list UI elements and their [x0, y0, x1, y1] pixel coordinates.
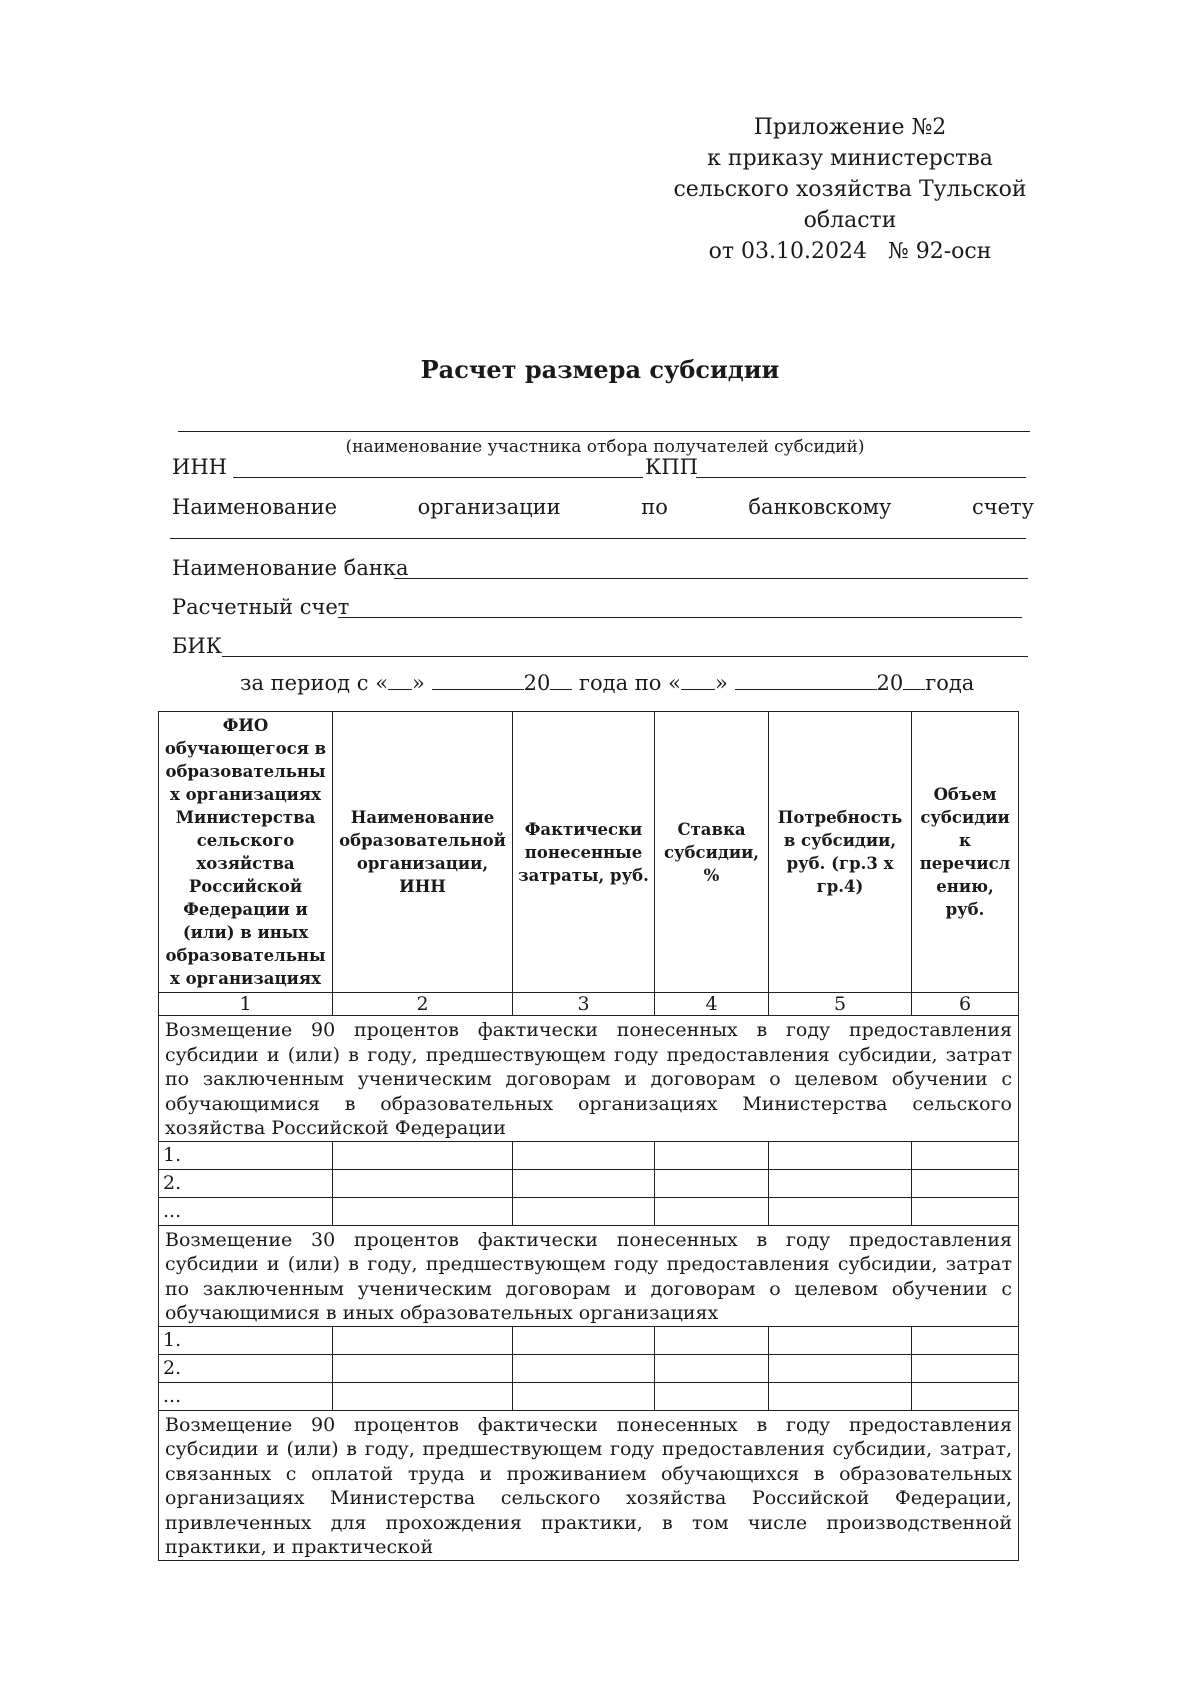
header-subsidy-rate: Ставка субсидии, %	[655, 712, 769, 993]
column-numbers-row	[159, 993, 1019, 1016]
bank-account-word-3: по	[641, 495, 668, 519]
bank-name-field[interactable]	[394, 578, 1028, 579]
column-number: 3	[513, 993, 655, 1016]
table-cell[interactable]	[912, 1169, 1019, 1197]
table-header-row	[159, 712, 1019, 993]
inn-label: ИНН	[172, 455, 227, 479]
bank-name-label: Наименование банка	[172, 556, 409, 580]
settlement-account-label: Расчетный счет	[172, 595, 350, 619]
table-cell[interactable]	[333, 1141, 513, 1169]
period-start-month-field[interactable]	[432, 671, 524, 690]
document-title: Расчет размера субсидии	[420, 355, 780, 384]
column-number: 4	[655, 993, 769, 1016]
bik-label: БИК	[172, 634, 222, 658]
period-line	[240, 671, 974, 695]
period-end-month-field[interactable]	[735, 671, 877, 690]
section-1-row	[159, 1016, 1019, 1142]
header-subsidy-need: Потребность в субсидии, руб. (гр.3 х гр.4)	[769, 712, 912, 993]
kpp-label: КПП	[645, 455, 698, 479]
subsidy-calculation-table	[158, 711, 1019, 1561]
table-cell[interactable]	[333, 1326, 513, 1354]
table-cell[interactable]	[912, 1326, 1019, 1354]
period-end-day-field[interactable]	[681, 671, 715, 690]
table-cell[interactable]	[655, 1354, 769, 1382]
period-start-year-field[interactable]	[550, 671, 572, 690]
bank-account-word-5: счету	[971, 495, 1034, 519]
header-subsidy-amount: Объем субсидии к перечисл ению, руб.	[912, 712, 1019, 993]
table-cell[interactable]	[333, 1382, 513, 1410]
table-cell[interactable]	[769, 1326, 912, 1354]
table-cell[interactable]	[655, 1169, 769, 1197]
header-educational-organization: Наименование образовательной организации, ИНН	[333, 712, 513, 993]
table-cell[interactable]	[513, 1141, 655, 1169]
appendix-line-3: сельского хозяйства Тульской	[673, 177, 1027, 202]
period-start-day-field[interactable]	[388, 671, 412, 690]
table-cell[interactable]	[655, 1197, 769, 1225]
row-number-cell[interactable]: 1.	[159, 1326, 333, 1354]
section-2-text: Возмещение 30 процентов фактически понесенных в году предоставления субсидии и (или) в году, предшествующем году предоставления субсидии, затрат по заключенным ученическим договорам и договорам о целевом обучении с обучающимися в иных образовательных организациях	[159, 1225, 1019, 1326]
table-cell[interactable]	[769, 1354, 912, 1382]
period-suffix: года	[925, 671, 975, 695]
table-row	[159, 1169, 1019, 1197]
table-row	[159, 1326, 1019, 1354]
table-cell[interactable]	[912, 1197, 1019, 1225]
appendix-line-1: Приложение №2	[753, 115, 947, 140]
table-cell[interactable]	[333, 1354, 513, 1382]
appendix-header	[600, 112, 1100, 267]
column-number: 6	[912, 993, 1019, 1016]
bank-account-name-field[interactable]	[170, 538, 1026, 539]
table-row	[159, 1141, 1019, 1169]
table-cell[interactable]	[912, 1354, 1019, 1382]
table-cell[interactable]	[513, 1326, 655, 1354]
table-cell[interactable]	[513, 1169, 655, 1197]
row-number-cell[interactable]: ...	[159, 1382, 333, 1410]
participant-name-field[interactable]	[178, 431, 1030, 432]
inn-field[interactable]	[233, 477, 643, 478]
table-row	[159, 1354, 1019, 1382]
section-2-row	[159, 1225, 1019, 1326]
period-prefix: за период с «	[240, 671, 389, 695]
table-row	[159, 1382, 1019, 1410]
appendix-line-5: от 03.10.2024 № 92-осн	[708, 239, 992, 264]
section-1-text: Возмещение 90 процентов фактически понесенных в году предоставления субсидии и (или) в году, предшествующем году предоставления субсидии, затрат по заключенным ученическим договорам и договорам о целевом обучении с обучающимися в образовательных организациях Министерства сельского хозяйства Российской Федерации	[159, 1016, 1019, 1142]
period-close-quote-1: »	[412, 671, 425, 695]
period-close-quote-2: »	[714, 671, 728, 695]
table-cell[interactable]	[513, 1382, 655, 1410]
table-cell[interactable]	[333, 1197, 513, 1225]
column-number: 5	[769, 993, 912, 1016]
participant-caption: (наименование участника отбора получателей субсидий)	[345, 437, 865, 457]
section-3-text: Возмещение 90 процентов фактически понесенных в году предоставления субсидии и (или) в году, предшествующем году предоставления субсидии, затрат, связанных с оплатой труда и проживанием обучающихся в образовательных организациях Министерства сельского хозяйства Российской Федерации, привлеченных для прохождения практики, в том числе производственной практики, и практической	[159, 1410, 1019, 1560]
column-number: 2	[333, 993, 513, 1016]
bank-account-word-2: организации	[417, 495, 561, 519]
section-3-row	[159, 1410, 1019, 1560]
table-cell[interactable]	[513, 1197, 655, 1225]
table-cell[interactable]	[912, 1382, 1019, 1410]
table-cell[interactable]	[513, 1354, 655, 1382]
table-cell[interactable]	[655, 1141, 769, 1169]
table-cell[interactable]	[769, 1382, 912, 1410]
row-number-cell[interactable]: 2.	[159, 1354, 333, 1382]
table-row	[159, 1197, 1019, 1225]
period-by-text: года по «	[579, 671, 681, 695]
table-cell[interactable]	[769, 1141, 912, 1169]
column-number: 1	[159, 993, 333, 1016]
row-number-cell[interactable]: 1.	[159, 1141, 333, 1169]
table-cell[interactable]	[655, 1382, 769, 1410]
table-cell[interactable]	[333, 1169, 513, 1197]
table-cell[interactable]	[769, 1169, 912, 1197]
appendix-line-4: области	[803, 208, 897, 233]
period-year-prefix-2: 20	[876, 671, 904, 695]
header-actual-costs: Фактически понесенные затраты, руб.	[513, 712, 655, 993]
header-student-name: ФИО обучающегося в образовательны х организациях Министерства сельского хозяйства Российской Федерации и (или) в иных образовательны х организациях	[159, 712, 333, 993]
bank-account-name-label	[172, 495, 1034, 519]
settlement-account-field[interactable]	[338, 617, 1022, 618]
row-number-cell[interactable]: 2.	[159, 1169, 333, 1197]
appendix-line-2: к приказу министерства	[707, 146, 993, 171]
bik-field[interactable]	[222, 656, 1028, 657]
table-cell[interactable]	[769, 1197, 912, 1225]
bank-account-word-1: Наименование	[172, 495, 337, 519]
table-cell[interactable]	[912, 1141, 1019, 1169]
row-number-cell[interactable]: ...	[159, 1197, 333, 1225]
bank-account-word-4: банковскому	[748, 495, 892, 519]
kpp-field[interactable]	[696, 477, 1026, 478]
period-year-prefix-1: 20	[523, 671, 551, 695]
table-cell[interactable]	[655, 1326, 769, 1354]
period-end-year-field[interactable]	[903, 671, 925, 690]
